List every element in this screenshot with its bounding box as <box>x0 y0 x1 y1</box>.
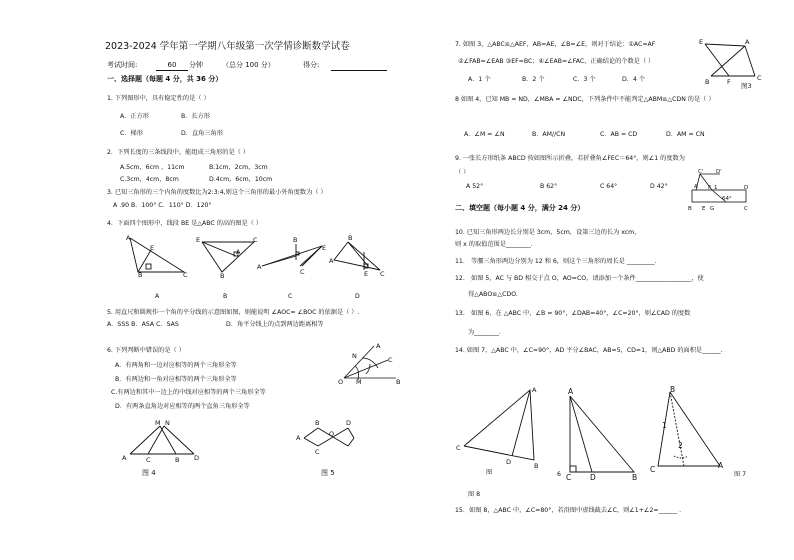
svg-text:O: O <box>329 430 335 438</box>
q10-line1: 10. 已知三角形两边长分别是 3cm，5cm，设第三边的长为 xcm， <box>455 229 641 236</box>
q12-line1: 12． 如图 5，AC 与 BD 相交于点 O，AO=CO，请添加一个条件__________________，使 <box>455 275 704 282</box>
svg-text:N: N <box>165 419 170 427</box>
q9-figure <box>686 168 754 216</box>
svg-text:A: A <box>694 184 698 190</box>
q8-option-a: A．∠M = ∠N <box>464 131 505 138</box>
q6-option-d: D．有两条直角边对应相等的两个直角三角形全等 <box>115 403 250 410</box>
q9-option-b: B 62° <box>540 183 558 190</box>
svg-text:A: A <box>745 38 750 46</box>
svg-text:A: A <box>376 342 381 350</box>
svg-text:B: B <box>534 462 539 470</box>
q12-line2: 得△ABO≌△CDO. <box>468 291 518 298</box>
q8-option-b: B．AM//CN <box>532 131 566 138</box>
q4-label-c: C <box>288 293 293 300</box>
q6-option-c: C.有两边和其中一边上的中线对应相等的两个三角形全等 <box>111 389 266 396</box>
q10-line2: 则 x 的取值范围是________. <box>455 241 533 248</box>
q3-stem: 3. 已知三角形的三个内角的度数比为2:3:4,则这个三角形的最小外角度数为（ ） <box>107 189 327 196</box>
svg-text:B: B <box>220 272 225 280</box>
svg-text:E: E <box>322 244 327 252</box>
svg-text:B: B <box>705 78 710 86</box>
svg-text:C: C <box>183 271 188 279</box>
q9-option-c: C 64° <box>600 183 618 190</box>
exam-time-label: 考试时间: <box>107 61 138 69</box>
svg-text:A: A <box>329 257 334 265</box>
svg-text:E: E <box>699 38 704 46</box>
section1-heading: 一、选择题（每题 4 分，共 36 分） <box>107 75 223 83</box>
section2-heading: 二、填空题（每小题 4 分，满分 24 分） <box>455 204 585 212</box>
fig5-diagram <box>296 420 362 460</box>
fig-a-diagram <box>452 384 540 470</box>
svg-text:D: D <box>506 458 512 466</box>
svg-text:B: B <box>138 271 143 279</box>
svg-text:A: A <box>568 387 574 396</box>
q6-option-a: A．有两角和一边对应相等的两个三角形全等 <box>115 362 237 369</box>
q4-label-a: A <box>155 293 160 300</box>
q1-option-d: D．直角三角形 <box>181 130 223 137</box>
svg-text:A: A <box>122 454 127 462</box>
svg-text:B: B <box>670 385 676 394</box>
q1-option-a: A．正方形 <box>120 113 149 120</box>
q2-option-d: D.4cm，6cm，10cm <box>209 176 273 183</box>
svg-text:C: C <box>566 473 572 482</box>
svg-text:A: A <box>126 234 131 242</box>
q7-stem-line2: ②∠FAB=∠EAB ③EF=BC；④∠EAB=∠FAC，正确结论的个数是（ ） <box>458 58 655 65</box>
svg-text:D: D <box>346 419 352 427</box>
svg-text:C: C <box>744 206 748 212</box>
svg-text:2: 2 <box>678 441 683 450</box>
q4-label-b: B <box>223 293 228 300</box>
exam-time-value: 60 <box>156 62 188 71</box>
q6-option-b: B．有两边和一角对应相等的两个三角形全等 <box>115 376 237 383</box>
page-title: 2023-2024 学年第一学期八年级第一次学情诊断数学试卷 <box>105 41 350 52</box>
svg-text:B: B <box>688 206 692 212</box>
q9-option-d: D 42° <box>650 183 668 190</box>
svg-text:C: C <box>650 465 656 474</box>
score-label: 得分: <box>303 61 320 69</box>
svg-text:M: M <box>155 419 161 427</box>
svg-text:A: A <box>532 386 537 394</box>
q4-label-d: D <box>355 293 360 300</box>
svg-text:B: B <box>175 456 180 464</box>
q5-figure <box>336 340 408 390</box>
q13-line2: 为________. <box>468 329 501 336</box>
svg-text:A: A <box>236 248 241 256</box>
q8-stem: 8 如图 4，已知 MB = ND，∠MBA = ∠NDC，下列条件中不能判定△ABM≌△CDN 的是（ ） <box>455 96 715 103</box>
q13-line1: 13． 如图 6，在 △ABC 中，∠B = 90°，∠DAB=40°，∠C=20°，则∠CAD 的度数 <box>455 310 691 317</box>
svg-text:F: F <box>708 185 712 191</box>
svg-text:B: B <box>348 234 353 242</box>
q7-option-c: C．3 个 <box>573 76 596 83</box>
q7-stem-line1: 7. 如图 3，△ABC≌△AEF，AB=AE，∠B=∠E，则对于结论：①AC=AF <box>455 41 656 48</box>
svg-text:A: A <box>257 263 262 271</box>
q2-option-c: C.3cm，4cm，8cm <box>120 176 179 183</box>
q5-options: A．SSS B．ASA C．SAS <box>107 321 179 328</box>
svg-text:B: B <box>293 236 298 244</box>
q9-option-a: A 52° <box>466 183 484 190</box>
fig-a-caption: 图 <box>486 469 493 476</box>
svg-text:C: C <box>146 456 151 464</box>
svg-text:G: G <box>710 206 715 212</box>
fig4-diagram <box>122 419 202 464</box>
svg-text:1: 1 <box>662 421 667 430</box>
svg-text:E: E <box>364 270 369 278</box>
q2-option-a: A.5cm，6cm ，11cm <box>120 164 185 171</box>
svg-text:E: E <box>150 244 155 252</box>
svg-text:M: M <box>356 378 362 386</box>
score-blank[interactable] <box>331 62 387 71</box>
svg-text:B: B <box>632 473 638 482</box>
svg-text:D: D <box>194 454 200 462</box>
q3-options: A .90 B．100° C．110° D．120° <box>113 202 212 209</box>
svg-text:D: D <box>744 185 749 191</box>
svg-text:C: C <box>388 356 393 364</box>
fig4-caption: 图 4 <box>142 469 156 477</box>
q4-figure-a <box>120 230 200 278</box>
q5-option-d: D．角平分线上的点到两边距离相等 <box>226 321 324 328</box>
svg-text:N: N <box>352 352 357 360</box>
q7-option-a: A．1 个 <box>468 76 491 83</box>
q7-option-d: D．4 个 <box>622 76 646 83</box>
exam-time-unit: 分钟 <box>189 61 203 69</box>
total-score: （总分 100 分） <box>222 61 275 69</box>
q4-stem: 4．下面四个图形中，线段 BE 是△ABC 的高的图是（ ） <box>107 220 262 227</box>
svg-text:C: C <box>757 74 762 82</box>
svg-text:F: F <box>727 78 731 86</box>
q9-stem: 9. 一张长方形纸条 ABCD 按如图所示折叠，若折叠角∠FEC＝64°，则∠1 的度数为 <box>455 155 685 162</box>
svg-text:A: A <box>718 461 724 470</box>
q11: 11． 等腰三角形两边分别为 12 和 6，则这个三角形的周长是 _________. <box>455 258 657 265</box>
q4-figure-c <box>256 230 331 278</box>
svg-text:1: 1 <box>714 185 718 191</box>
q2-stem: 2．下列长度的三条线段中，能组成三角形的是（ ） <box>107 149 250 156</box>
q15: 15．如图 8，△ABC 中，∠C=80°，若沿图中虚线截去∠C，则∠1+∠2=______ . <box>455 507 682 514</box>
svg-text:64°: 64° <box>722 196 732 202</box>
fig8-caption: 图 8 <box>468 491 481 498</box>
q9-paren: （ ） <box>455 169 470 176</box>
fig5-caption: 图 5 <box>321 469 335 477</box>
fig7-diagram <box>650 386 730 474</box>
svg-text:D': D' <box>716 169 722 175</box>
svg-text:C': C' <box>698 169 704 175</box>
svg-text:O: O <box>338 378 344 386</box>
fig3-diagram <box>697 36 769 90</box>
q1-option-b: B．长方形 <box>181 113 210 120</box>
q6-stem: 6. 下列判断中错误的是（ ） <box>107 347 185 354</box>
q4-figure-d <box>328 230 386 278</box>
fig6-diagram <box>558 386 640 482</box>
q8-option-c: C．AB = CD <box>600 131 638 138</box>
q8-option-d: D．AM = CN <box>666 131 705 138</box>
svg-text:C: C <box>456 444 461 452</box>
svg-text:D: D <box>590 473 596 482</box>
svg-text:E: E <box>196 236 201 244</box>
q4-figure-b <box>190 230 265 278</box>
svg-text:C: C <box>300 268 305 276</box>
q5-stem: 5. 用直尺和圆规作一个角的平分线的示意图如图，则能说明 ∠AOC= ∠BOC 的依据是（ ）. <box>107 309 360 316</box>
fig6-caption: 6 <box>557 471 561 478</box>
q2-option-b: B.1cm，2cm，3cm <box>209 164 268 171</box>
svg-text:B: B <box>315 419 320 427</box>
svg-text:C: C <box>315 448 320 456</box>
q7-option-b: B．2 个 <box>522 76 545 83</box>
svg-text:E: E <box>702 206 706 212</box>
q1-option-c: C．梯形 <box>120 130 143 137</box>
q14: 14. 如图 7，△ABC 中，∠C=90°，AD 平分∠BAC，AB=5，CD=1，则△ABD 的面积是______. <box>455 347 723 354</box>
svg-text:B: B <box>396 378 401 386</box>
q1-stem: 1. 下列图形中，具有稳定性的是（ ） <box>107 95 210 102</box>
svg-text:C: C <box>380 270 385 278</box>
svg-text:A: A <box>296 434 301 442</box>
svg-text:C: C <box>253 236 258 244</box>
svg-text:图3: 图3 <box>741 82 752 90</box>
fig7-caption: 图 7 <box>734 471 747 478</box>
